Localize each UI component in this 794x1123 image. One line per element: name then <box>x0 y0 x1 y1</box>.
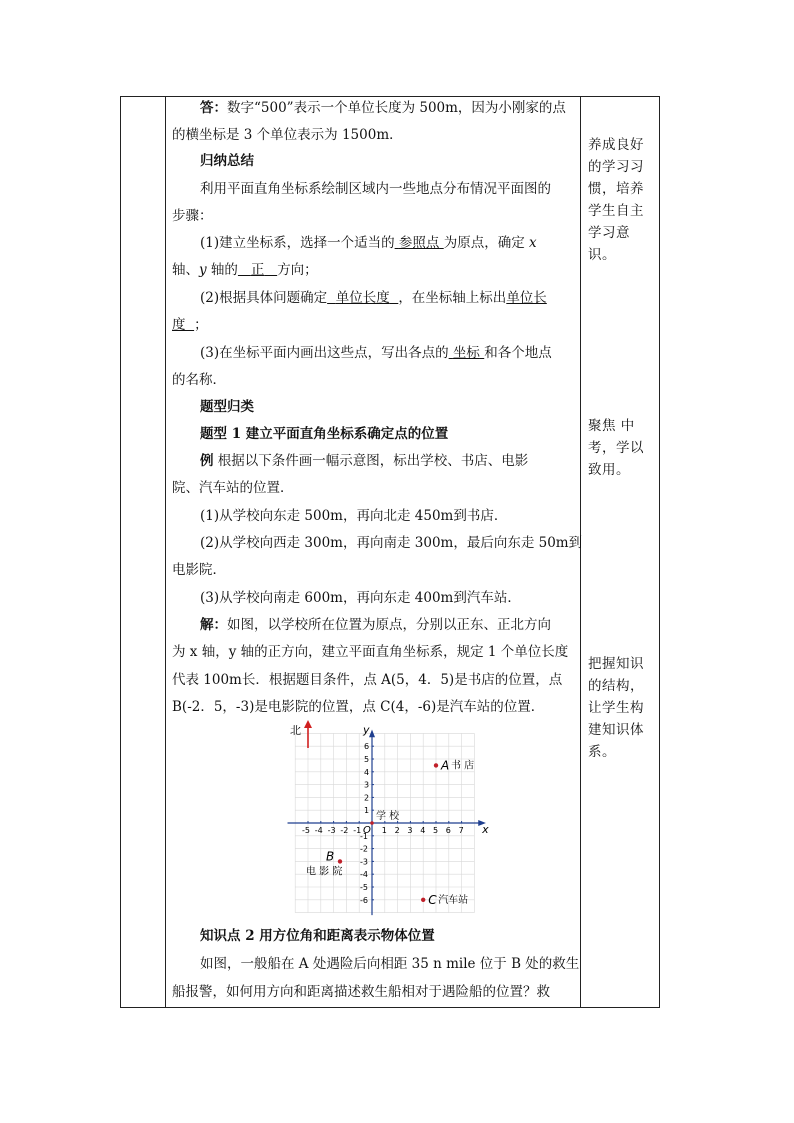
answer-text: 数字“500”表示一个单位长度为 500m，因为小刚家的点 <box>227 100 566 116</box>
step-text: 方向； <box>277 262 318 278</box>
blank-text: 单位长 <box>506 290 547 306</box>
blank-answer <box>172 317 194 333</box>
place-name: 汽车站 <box>438 894 469 906</box>
answer-text: 的横坐标是 3 个单位表示为 1500m． <box>172 127 403 143</box>
blank-answer <box>506 290 547 306</box>
example-line <box>200 452 528 470</box>
knowledge2-text: 如图，一般船在 A 处遇险后向相距 35 n mile 位于 B 处的救生 <box>200 956 580 972</box>
step-text: (2)根据具体问题确定 <box>200 290 328 306</box>
blank-answer <box>395 235 444 251</box>
condition-1: (1)从学校向东走 500m，再向北走 450m到书店． <box>200 508 508 524</box>
blank-text: 正 <box>250 262 265 278</box>
y-tick-label: 1 <box>364 806 370 816</box>
x-tick-label: 2 <box>394 826 400 835</box>
y-tick-label: -4 <box>360 870 368 880</box>
x-axis-label: x <box>482 823 489 836</box>
x-tick-label: 5 <box>433 826 439 835</box>
solution-line <box>200 616 551 634</box>
point-A <box>434 763 438 767</box>
step-text: (1)建立坐标系，选择一个适当的 <box>200 235 395 251</box>
summary-step-1 <box>200 234 537 252</box>
marks <box>290 720 474 907</box>
x-tick-label: -4 <box>314 826 323 835</box>
y-tick-label: -1 <box>360 831 368 841</box>
place-name: 电 影 院 <box>306 866 343 878</box>
var-x: x <box>529 235 537 251</box>
x-tick-label: 6 <box>445 826 451 835</box>
side-note: 把握知识的结构，让学生构建知识体系。 <box>588 656 644 760</box>
solution-text: B(-2．5，-3)是电影院的位置，点 C(4，-6)是汽车站的位置． <box>172 699 545 715</box>
column-divider <box>580 97 581 1007</box>
step-text: 轴、 <box>172 262 199 278</box>
north-arrow-head <box>304 720 312 728</box>
solution-text: 为 x 轴，y 轴的正方向，建立平面直角坐标系，规定 1 个单位长度 <box>172 644 569 660</box>
step-text: ； <box>194 317 208 333</box>
step-text: ，在坐标轴上标出 <box>398 290 507 306</box>
example-label: 例 <box>200 453 214 469</box>
knowledge2-text: 船报警，如何用方向和距离描述救生船相对于遇险船的位置？救 <box>172 984 550 1000</box>
step-text: (3)在坐标平面内画出这些点，写出各点的 <box>200 345 449 361</box>
north-label: 北 <box>290 724 301 737</box>
summary-step-1-cont <box>172 261 318 279</box>
y-tick-label: -2 <box>360 844 368 854</box>
solution-text: 代表 100m长．根据题目条件，点 A(5，4．5)是书店的位置，点 <box>172 672 563 688</box>
summary-step-2 <box>200 289 547 307</box>
x-tick-label: 1 <box>381 826 387 835</box>
x-tick-label: 4 <box>420 826 426 835</box>
summary-intro: 步骤： <box>172 208 213 224</box>
point-C <box>421 898 425 902</box>
school-label: 学 校 <box>376 811 400 822</box>
y-tick-label: -3 <box>360 857 368 867</box>
x-tick-label: 3 <box>407 826 413 835</box>
side-note: 养成良好的学习习惯，培养学生自主学习意识。 <box>588 137 644 263</box>
y-tick-label: 4 <box>364 767 370 777</box>
x-tick-label: -3 <box>327 826 336 835</box>
types-heading: 题型归类 <box>200 399 254 415</box>
solution-label: 解： <box>200 617 227 633</box>
example-text: 根据以下条件画一幅示意图，标出学校、书店、电影 <box>217 453 529 469</box>
step-text: 和各个地点 <box>484 345 552 361</box>
blank-answer <box>238 262 277 278</box>
x-tick-label: 7 <box>458 826 464 835</box>
summary-step-3 <box>200 344 552 362</box>
knowledge2-heading: 知识点 2 用方位角和距离表示物体位置 <box>200 928 435 944</box>
y-tick-label: 3 <box>364 780 370 790</box>
summary-intro: 利用平面直角坐标系绘制区域内一些地点分布情况平面图的 <box>200 181 551 197</box>
summary-step-3-cont: 的名称． <box>172 372 226 388</box>
side-note: 聚焦 中考，学以致用。 <box>588 418 644 478</box>
y-tick-label: 2 <box>364 793 370 803</box>
point-B <box>338 859 342 863</box>
blank-answer <box>449 345 485 361</box>
example-text: 院、汽车站的位置． <box>172 480 294 496</box>
x-tick-label: -1 <box>353 826 362 835</box>
point-label: A <box>441 758 450 773</box>
coordinate-figure <box>276 718 500 916</box>
y-axis-label: y <box>363 723 370 737</box>
step-text: 为原点，确定 <box>443 235 525 251</box>
origin-label: O <box>363 825 371 836</box>
blank-text: 坐标 <box>452 345 480 361</box>
y-tick-label: 6 <box>364 742 370 752</box>
point-label: C <box>428 892 437 907</box>
x-tick-label: -2 <box>340 826 349 835</box>
y-tick-label: -5 <box>360 883 368 892</box>
type1-heading: 题型 1 建立平面直角坐标系确定点的位置 <box>200 426 449 442</box>
school-point <box>370 821 374 825</box>
condition-3: (3)从学校向南走 600m，再向东走 400m到汽车站． <box>200 590 521 606</box>
x-tick-label: -5 <box>302 826 310 835</box>
step-text: 轴的 <box>206 262 238 278</box>
y-tick-label: 5 <box>364 755 370 764</box>
y-tick-label: -6 <box>360 895 368 905</box>
var-y: y <box>199 262 207 278</box>
condition-2: (2)从学校向西走 300m，再向南走 300m，最后向东走 50m到 <box>200 535 583 551</box>
blank-text: 度 <box>172 317 186 333</box>
blank-text: 参照点 <box>398 235 440 251</box>
condition-2-cont: 电影院． <box>172 562 226 578</box>
summary-step-2-cont <box>172 316 208 334</box>
blank-answer <box>327 290 398 306</box>
place-name: 书 店 <box>451 760 475 772</box>
answer-label: 答： <box>200 100 227 116</box>
column-divider <box>165 97 166 1007</box>
blank-text: 单位长度 <box>335 290 390 306</box>
point-label: B <box>326 849 335 864</box>
summary-heading: 归纳总结 <box>200 153 254 169</box>
solution-text: 如图，以学校所在位置为原点，分别以正东、正北方向 <box>227 617 551 633</box>
